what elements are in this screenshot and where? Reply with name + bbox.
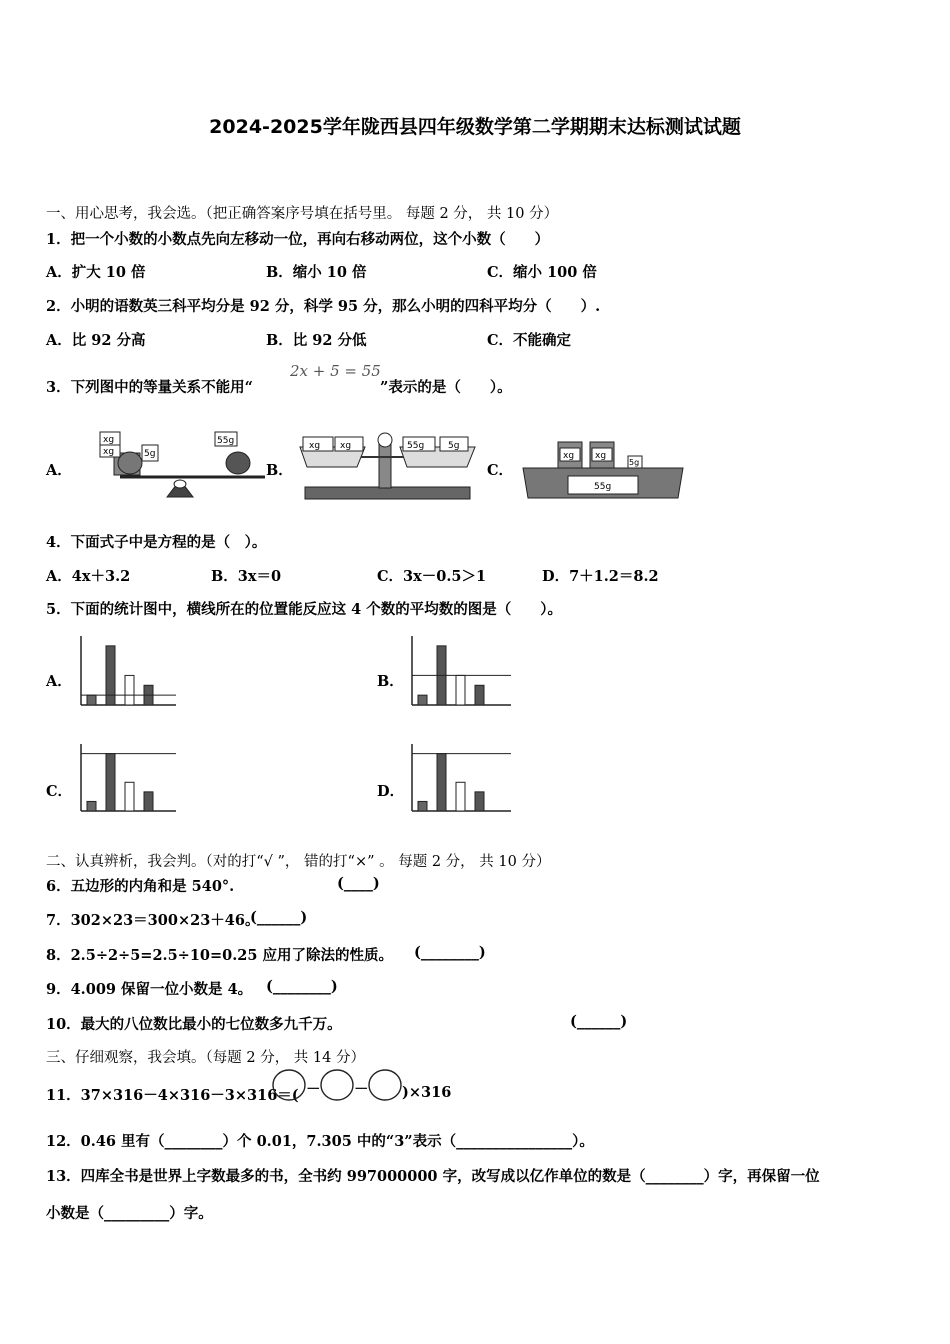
q10-answer-blank[interactable]: (______) bbox=[570, 1013, 628, 1030]
q8-stem: 8．2.5÷2÷5=2.5÷10=0.25 应用了除法的性质。 bbox=[46, 947, 394, 964]
q11-circle-2[interactable] bbox=[321, 1070, 353, 1100]
q11-circle-1[interactable] bbox=[273, 1070, 305, 1100]
q4-option-d[interactable]: D．7＋1.2＝8.2 bbox=[542, 568, 659, 585]
q5-option-b[interactable]: B． bbox=[377, 673, 404, 690]
q3-balance-image bbox=[295, 422, 480, 502]
q9-stem: 9．4.009 保留一位小数是 4。 bbox=[46, 981, 253, 998]
q1-stem: 1．把一个小数的小数点先向左移动一位，再向右移动两位，这个小数（ ） bbox=[46, 231, 550, 248]
q2-option-a[interactable]: A．比 92 分高 bbox=[46, 332, 146, 349]
q4-option-b[interactable]: B．3x＝0 bbox=[211, 568, 282, 585]
q3-equation: 2x + 5 = 55 bbox=[290, 362, 381, 380]
q5-b-bar-3 bbox=[456, 675, 465, 705]
q11-minus-1: － bbox=[306, 1081, 321, 1098]
q5-b-bar-4 bbox=[475, 685, 484, 705]
q3-seesaw-image bbox=[70, 425, 270, 501]
q10-stem: 10．最大的八位数比最小的七位数多九千万。 bbox=[46, 1016, 342, 1033]
q5-option-a[interactable]: A． bbox=[46, 673, 72, 690]
q3b-label-xg-1: xg bbox=[309, 441, 321, 451]
q3b-label-5g: 5g bbox=[448, 441, 460, 451]
q5-chart-c bbox=[78, 742, 178, 814]
q5-a-bar-1 bbox=[87, 695, 96, 705]
section-2-heading: 二、认真辨析，我会判。（对的打“√ ”， 错的打“×” 。 每题 2 分， 共 10 分） bbox=[46, 854, 551, 870]
q7-answer-blank[interactable]: (______) bbox=[250, 909, 308, 926]
q11-blank-circles bbox=[270, 1068, 410, 1104]
q5-chart-a bbox=[78, 634, 178, 708]
q5-chart-b bbox=[409, 634, 513, 708]
q3-stem-pre: 3．下列图中的等量关系不能用“ bbox=[46, 379, 253, 396]
q4-option-a[interactable]: A．4x＋3.2 bbox=[46, 568, 131, 585]
q5-c-bar-4 bbox=[144, 792, 153, 811]
q5-b-bar-1 bbox=[418, 695, 427, 705]
q3a-label-xg-1: xg bbox=[103, 447, 115, 457]
q5-d-bar-2 bbox=[437, 754, 446, 811]
q2-stem: 2．小明的语数英三科平均分是 92 分，科学 95 分，那么小明的四科平均分（ ）. bbox=[46, 298, 601, 315]
q3-option-a[interactable]: A． bbox=[46, 462, 72, 479]
q1-option-b[interactable]: B．缩小 10 倍 bbox=[266, 264, 367, 281]
q3b-label-xg-2: xg bbox=[340, 441, 352, 451]
q6-stem: 6．五边形的内角和是 540°. bbox=[46, 878, 235, 895]
q5-a-bar-2 bbox=[106, 646, 115, 705]
q9-answer-blank[interactable]: (________) bbox=[266, 978, 338, 995]
q5-d-bar-4 bbox=[475, 792, 484, 811]
q2-option-c[interactable]: C．不能确定 bbox=[487, 332, 572, 349]
q4-option-c[interactable]: C．3x－0.5＞1 bbox=[377, 568, 487, 585]
q5-chart-d bbox=[409, 742, 513, 814]
q3a-label-xg-2: xg bbox=[103, 435, 115, 445]
q3b-label-55g: 55g bbox=[407, 441, 425, 451]
q6-answer-blank[interactable]: (____) bbox=[337, 875, 380, 892]
q3a-label-5g: 5g bbox=[144, 449, 156, 459]
page-title: 2024-2025学年陇西县四年级数学第二学期期末达标测试试题 bbox=[209, 116, 741, 138]
q13-line-1: 13．四库全书是世界上字数最多的书，全书约 997000000 字，改写成以亿作单位的数是（________）字，再保留一位 bbox=[46, 1168, 820, 1185]
q2-option-b[interactable]: B．比 92 分低 bbox=[266, 332, 367, 349]
q3-option-b[interactable]: B． bbox=[266, 462, 293, 479]
q5-d-bar-1 bbox=[418, 801, 427, 811]
q5-stem: 5．下面的统计图中，横线所在的位置能反应这 4 个数的平均数的图是（ ）。 bbox=[46, 601, 563, 618]
q5-c-bar-1 bbox=[87, 801, 96, 811]
section-3-heading: 三、仔细观察，我会填。（每题 2 分， 共 14 分） bbox=[46, 1050, 365, 1066]
q7-stem: 7．302×23＝300×23＋46。 bbox=[46, 912, 260, 929]
q3c-label-xg-1: xg bbox=[563, 451, 575, 461]
q3-platform-scale-image bbox=[518, 428, 688, 500]
q11-minus-2: － bbox=[354, 1081, 369, 1098]
q3a-label-55g: 55g bbox=[217, 436, 235, 446]
q5-c-bar-2 bbox=[106, 754, 115, 811]
q11-end: )×316 bbox=[402, 1084, 452, 1101]
q5-d-bar-3 bbox=[456, 782, 465, 811]
q5-c-bar-3 bbox=[125, 782, 134, 811]
q3c-label-5g: 5g bbox=[629, 458, 640, 467]
q5-option-d[interactable]: D． bbox=[377, 783, 405, 800]
q11-circle-3[interactable] bbox=[369, 1070, 401, 1100]
q1-option-c[interactable]: C．缩小 100 倍 bbox=[487, 264, 597, 281]
q3c-label-xg-2: xg bbox=[595, 451, 607, 461]
q5-option-c[interactable]: C． bbox=[46, 783, 73, 800]
q1-option-a[interactable]: A．扩大 10 倍 bbox=[46, 264, 146, 281]
q3-option-c[interactable]: C． bbox=[487, 462, 514, 479]
section-1-heading: 一、用心思考，我会选。（把正确答案序号填在括号里。 每题 2 分， 共 10 分） bbox=[46, 206, 559, 222]
q8-answer-blank[interactable]: (________) bbox=[414, 944, 486, 961]
q12-stem: 12．0.46 里有（________）个 0.01，7.305 中的“3”表示（________________）。 bbox=[46, 1133, 594, 1150]
q3c-label-55g: 55g bbox=[594, 482, 612, 492]
q13-line-2: 小数是（_________）字。 bbox=[46, 1205, 213, 1222]
q11-stem: 11．37×316－4×316－3×316＝( bbox=[46, 1087, 299, 1104]
q3-stem-post: ”表示的是（ ）。 bbox=[380, 379, 512, 396]
q4-stem: 4．下面式子中是方程的是（ ）。 bbox=[46, 534, 267, 551]
q5-a-bar-3 bbox=[125, 675, 134, 705]
